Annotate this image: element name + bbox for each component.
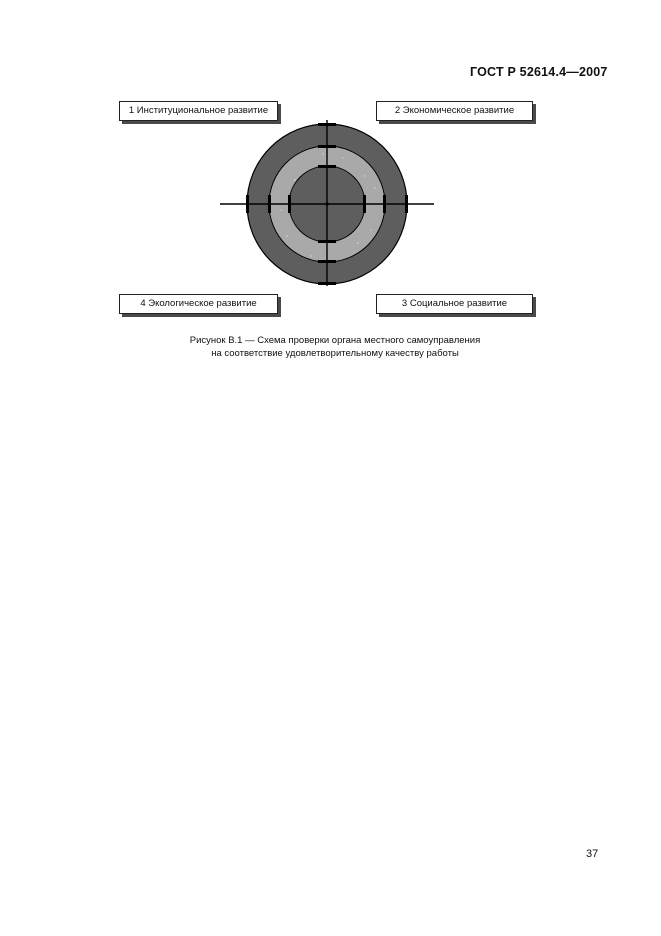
box-institutional-development: 1 Институциональное развитие — [119, 101, 278, 121]
target-diagram — [215, 118, 440, 288]
box-social-development: 3 Социальное развитие — [376, 294, 533, 314]
center-point — [325, 202, 328, 205]
box-economic-development: 2 Экономическое развитие — [376, 101, 533, 121]
page-number: 37 — [586, 848, 599, 860]
document-header: ГОСТ Р 52614.4—2007 — [470, 65, 608, 79]
caption-line-2: на соответствие удовлетворительному качеству работы — [211, 348, 459, 359]
figure-caption — [100, 334, 570, 360]
box-ecological-development: 4 Экологическое развитие — [119, 294, 278, 314]
caption-line-1: Рисунок В.1 — Схема проверки органа местного самоуправления — [189, 335, 481, 346]
